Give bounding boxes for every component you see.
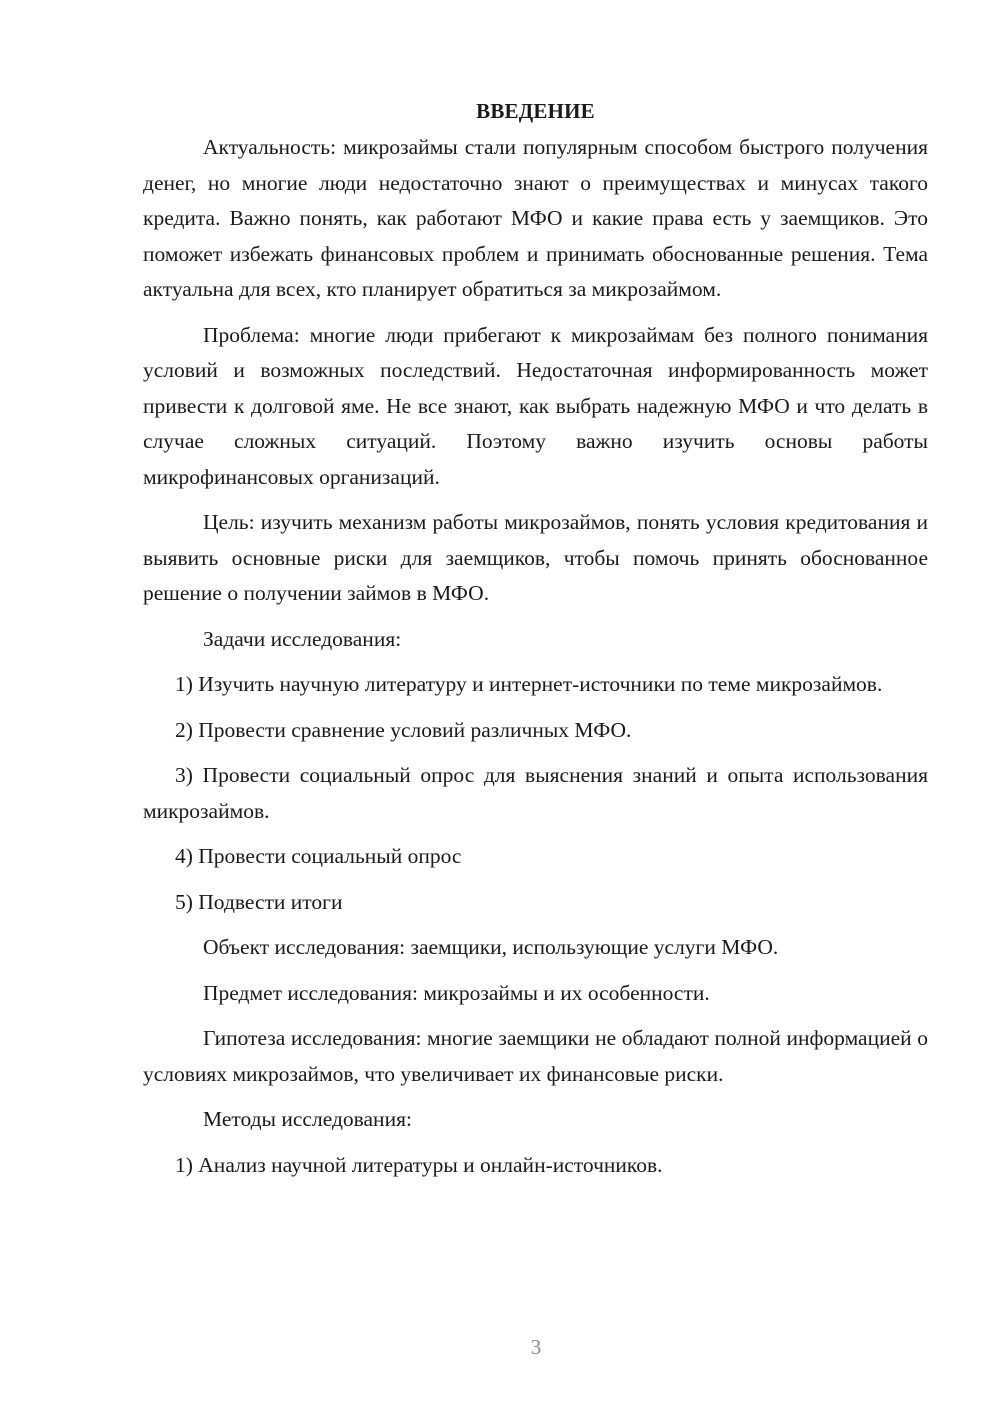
task-item-1: 1) Изучить научную литературу и интернет-источники по теме микрозаймов. <box>175 672 883 696</box>
method-item-1: 1) Анализ научной литературы и онлайн-источников. <box>175 1152 663 1177</box>
problem-paragraph: Проблема: многие люди прибегают к микрозаймам без полного понимания условий и возможных последствий. Недостаточная информированность может привести к долговой яме. Не все знают, как выбрать надежную МФО и что делать в случае сложных ситуаций. Поэтому важно изучить основы работы микрофинансовых организаций. <box>143 322 928 489</box>
methods-heading: Методы исследования: <box>203 1107 412 1131</box>
object-paragraph: Объект исследования: заемщики, использующие услуги МФО. <box>203 935 779 959</box>
tasks-heading: Задачи исследования: <box>203 626 402 651</box>
task-item-3: 3) Провести социальный опрос для выяснения знаний и опыта использования микрозаймов. <box>143 763 928 823</box>
page-number: 3 <box>530 1335 542 1359</box>
task-item-2: 2) Провести сравнение условий различных МФО. <box>175 717 632 742</box>
hypothesis-paragraph: Гипотеза исследования: многие заемщики не обладают полной информацией о условиях микрозаймов, что увеличивает их финансовые риски. <box>143 1026 928 1086</box>
task-item-4: 4) Провести социальный опрос <box>175 844 462 868</box>
subject-paragraph: Предмет исследования: микрозаймы и их особенности. <box>203 980 710 1005</box>
document-body <box>143 92 928 1183</box>
goal-paragraph: Цель: изучить механизм работы микрозаймов, понять условия кредитования и выявить основные риски для заемщиков, чтобы помочь принять обоснованное решение о получении займов в МФО. <box>143 510 928 605</box>
task-item-5: 5) Подвести итоги <box>175 889 343 914</box>
relevance-paragraph: Актуальность: микрозаймы стали популярным способом быстрого получения денег, но многие люди недостаточно знают о преимуществах и минусах такого кредита. Важно понять, как работают МФО и какие права есть у заемщиков. Это поможет избежать финансовых проблем и принимать обоснованные решения. Тема актуальна для всех, кто планирует обратиться за микрозаймом. <box>143 135 928 301</box>
page-title: ВВЕДЕНИЕ <box>476 99 595 123</box>
